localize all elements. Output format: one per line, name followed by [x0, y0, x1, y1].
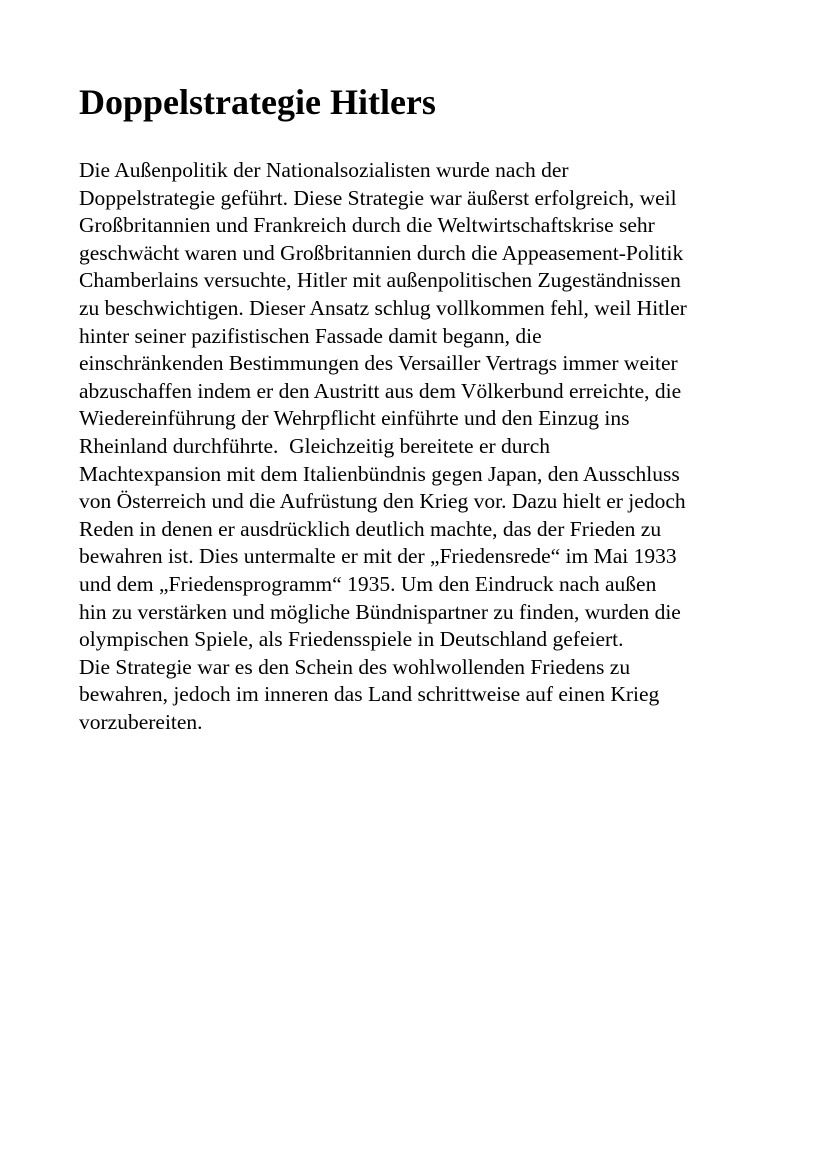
text-line: vorzubereiten.: [79, 709, 203, 734]
text-line: geschwächt waren und Großbritannien durch die Appeasement-Politik: [79, 240, 684, 265]
text-line: einschränkenden Bestimmungen des Versailler Vertrags immer weiter: [79, 351, 678, 376]
text-line: bewahren ist. Dies untermalte er mit der „Friedensrede“ im Mai 1933: [79, 544, 677, 569]
text-line: bewahren, jedoch im inneren das Land schrittweise auf einen Krieg: [79, 682, 660, 707]
text-line: hin zu verstärken und mögliche Bündnispartner zu finden, wurden die: [79, 599, 681, 624]
text-line: Doppelstrategie geführt. Diese Strategie war äußerst erfolgreich, weil: [79, 185, 677, 210]
text-line: hinter seiner pazifistischen Fassade damit begann, die: [79, 323, 542, 348]
text-line: zu beschwichtigen. Dieser Ansatz schlug vollkommen fehl, weil Hitler: [79, 295, 687, 320]
text-line: Die Strategie war es den Schein des wohlwollenden Friedens zu: [79, 654, 631, 679]
text-line: abzuschaffen indem er den Austritt aus dem Völkerbund erreichte, die: [79, 378, 682, 403]
text-line: Die Außenpolitik der Nationalsozialisten wurde nach der: [79, 158, 569, 182]
text-line: Reden in denen er ausdrücklich deutlich machte, das der Frieden zu: [79, 516, 662, 541]
text-line: Großbritannien und Frankreich durch die Weltwirtschaftskrise sehr: [79, 213, 655, 238]
page-title: Doppelstrategie Hitlers: [79, 82, 436, 122]
body-paragraph: [79, 157, 687, 736]
text-line: Machtexpansion mit dem Italienbündnis gegen Japan, den Ausschluss: [79, 461, 680, 486]
text-line: Chamberlains versuchte, Hitler mit außenpolitischen Zugeständnissen: [79, 268, 681, 293]
text-line: Wiedereinführung der Wehrpflicht einführte und den Einzug ins: [79, 406, 630, 431]
text-line: olympischen Spiele, als Friedensspiele in Deutschland gefeiert.: [79, 627, 624, 652]
text-line: von Österreich und die Aufrüstung den Krieg vor. Dazu hielt er jedoch: [79, 489, 686, 514]
text-line: Rheinland durchführte. Gleichzeitig bereitete er durch: [79, 433, 551, 458]
text-line: und dem „Friedensprogramm“ 1935. Um den Eindruck nach außen: [79, 571, 657, 596]
